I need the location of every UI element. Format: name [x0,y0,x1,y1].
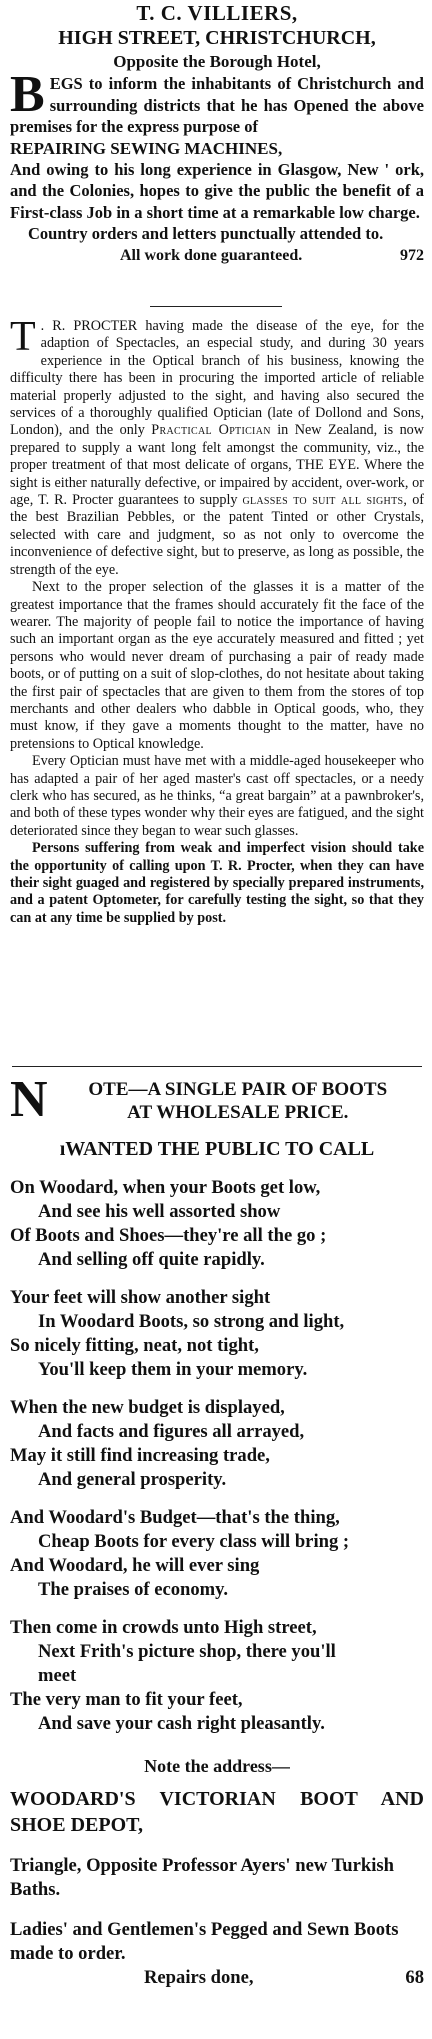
poem-stanza [10,1616,424,1736]
advert-text: . R. PROCTER having made the disease of the eye, for the adaption of Spectacles, an especial study, and during 30 years experience in the Optical branch of his business, knowing the difficulty there has been in procuring the imported article of reliable material properly adjusted to the sight, and having also secured the services of a thoroughly qualified Optician (late of Dollond and Sons, London), and the only [10,318,424,439]
advertiser-location: Opposite the Borough Hotel, [113,52,321,71]
shop-name: WOODARD'S VICTORIAN BOOT AND SHOE DEPOT, [10,1788,424,1836]
advert-text: EGS to inform the inhabitants of Christchurch and surrounding districts that he has Opened the above premises for the express purpose of [10,74,424,136]
address-note: Note the address— [144,1756,290,1776]
advert-paragraph-4: Persons suffering from weak and imperfect vision should take the opportunity of calling upon T. R. Procter, when they can have their sight guaged and registered by specially prepared instruments, and a patent Optometer, for carefully testing the sight, so that they can at any time be supplied by post. [10,840,424,926]
poem-line: The very man to fit your feet, [10,1689,243,1710]
headline-line-2: AT WHOLESALE PRICE. [127,1102,349,1123]
poem-line: And see his well assorted show [38,1201,281,1222]
poem-stanza [10,1176,424,1272]
drop-cap: B [10,66,45,123]
poem-line: Your feet will show another sight [10,1287,271,1308]
poem-line: You'll keep them in your memory. [38,1359,308,1380]
advert-paragraph-3: Country orders and letters punctually attended to. [28,224,384,243]
advert-villiers [10,0,424,267]
advert-paragraph-1 [10,66,424,138]
poem-line: Next Frith's picture shop, there you'll [38,1641,336,1662]
advert-text: of the best Brazilian Pebbles, or the patent Tinted or other Crystals, selected with care and judgment, so as not only to overcome the inconvenience of defective sight, but to preserve, as long as possible, the strength of the eye. [10,492,425,578]
advert-number: 972 [400,246,424,264]
advert-paragraph-3: Every Optician must have met with a middle-aged housekeeper who has adapted a pair of her aged master's cast off spectacles, or a needy clerk who has secured, as he thinks, “a great bargain” at a pawnbroker's, and both of these types wonder why their eyes are fatigued, and the sight deteriorated since they began to wear such glasses. [10,753,424,839]
advert-headline [10,1071,424,1128]
poem-line: Cheap Boots for every class will bring ; [38,1531,350,1552]
repairs-text: Repairs done, [144,1967,254,1988]
poem-line: On Woodard, when your Boots get low, [10,1177,321,1198]
headline-line-1: OTE—A SINGLE PAIR OF BOOTS [88,1079,388,1100]
poem-line: And save your cash right pleasantly. [38,1713,325,1734]
poem-line: The praises of economy. [38,1579,229,1600]
advert-service: REPAIRING SEWING MACHINES, [10,138,283,158]
poem-line: In Woodard Boots, so strong and light, [38,1311,345,1332]
small-caps-text: Practical Optician [151,422,271,439]
drop-cap: T [10,314,36,360]
drop-cap: N [10,1071,48,1128]
poem-line: And general prosperity. [38,1469,227,1490]
advert-paragraph-2: Next to the proper selection of the glasses it is a matter of the greatest importance that the frames should accurately fit the face of the wearer. The majority of people fail to notice the importance of having such an important organ as the eye accurately measured and fitted ; yet persons who would never dream of purchasing a pair of ready made boots, or of putting on a suit of slop-clothes, do not hesitate about taking the first pair of spectacles that are given to them from the stores of top merchants and other dealers who dabble in Optical goods, who, they must know, if they gave a moments thought to the matter, have no pretensions to Optical knowledge. [10,579,424,752]
advertiser-name: T. C. VILLIERS, [136,1,298,25]
advert-footer [10,1966,424,1990]
poem-line: May it still find increasing trade, [10,1445,270,1466]
advert-footer [10,245,424,267]
poem-line: When the new budget is displayed, [10,1397,285,1418]
guarantee-text: All work done guaranteed. [120,246,303,264]
shop-location: Triangle, Opposite Professor Ayers' new Turkish Baths. [10,1855,394,1900]
small-caps-text: glasses to suit all sights, [242,492,408,509]
poem-stanza [10,1506,424,1602]
poem-line: And selling off quite rapidly. [38,1249,265,1270]
poem-line: And Woodard, he will ever sing [10,1555,260,1576]
poem-line: And facts and figures all arrayed, [38,1421,305,1442]
poem-line: meet [38,1665,77,1686]
poem-line: And Woodard's Budget—that's the thing, [10,1507,340,1528]
advert-procter [10,314,425,927]
poem-line: So nicely fitting, neat, not tight, [10,1335,259,1356]
poem-stanza [10,1286,424,1382]
advert-paragraph-1 [10,314,425,579]
divider [150,306,282,307]
poem-line: Then come in crowds unto High street, [10,1617,317,1638]
poem-stanza [10,1396,424,1492]
advert-body [10,314,425,927]
advert-woodard [10,1071,424,1990]
advert-paragraph-2: And owing to his long experience in Glasgow, New ' ork, and the Colonies, hopes to give the public the benefit of a First-class Job in a short time at a remarkable low charge. [10,159,424,222]
advert-text: in New Zealand, is now prepared to supply a want long felt amongst the community, viz., the proper treatment of that most delicate of organs, THE EYE. Where the sight is either naturally defective, or impaired by accident, over-work, or age, T. R. Procter guarantees to supply [10,422,425,509]
shop-offer: Ladies' and Gentlemen's Pegged and Sewn Boots made to order. [10,1919,399,1964]
divider [12,1066,422,1067]
poem-line: Of Boots and Shoes—they're all the go ; [10,1225,327,1246]
advertiser-address: HIGH STREET, CHRISTCHURCH, [58,27,376,49]
advert-subheading: ıWANTED THE PUBLIC TO CALL [59,1138,375,1160]
advert-number: 68 [405,1967,424,1988]
